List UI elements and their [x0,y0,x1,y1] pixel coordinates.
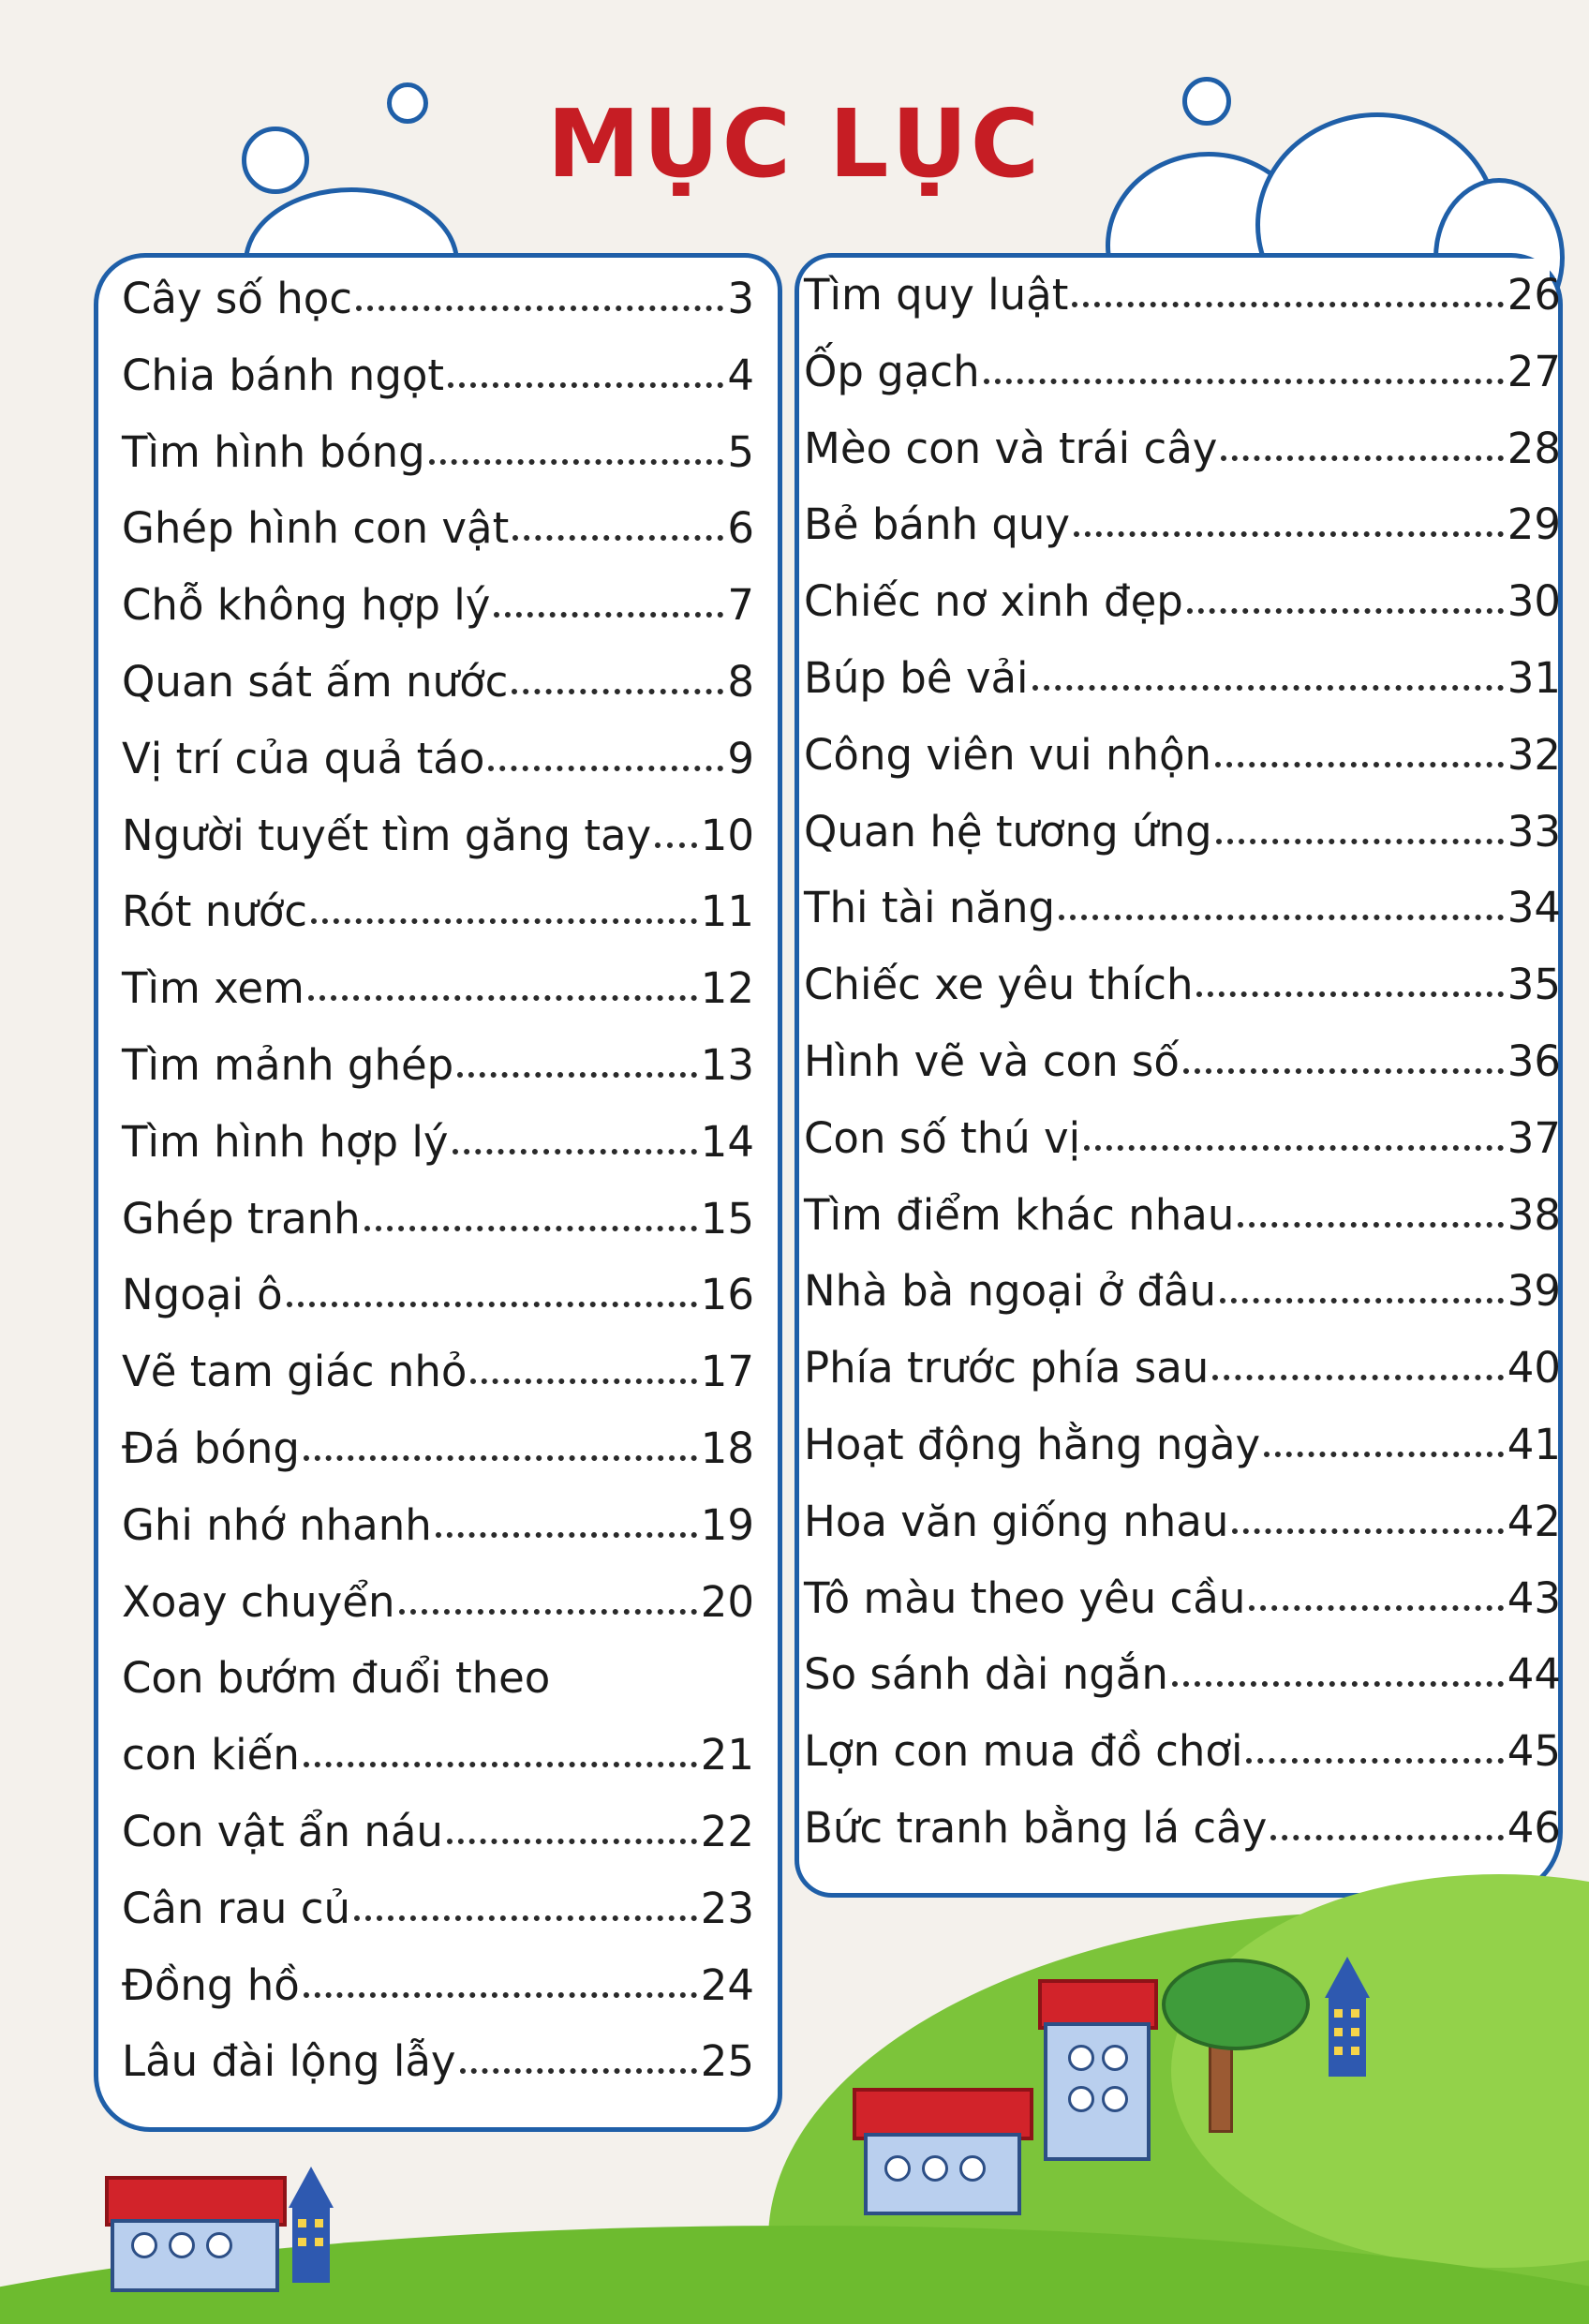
toc-entry-title: Ốp gạch [804,346,980,396]
dot-leader [1059,903,1504,920]
toc-entry-page: 46 [1507,1802,1561,1853]
toc-entry-page: 24 [700,1959,754,2010]
toc-entry-page: 29 [1507,499,1561,550]
dot-leader [1264,1440,1504,1457]
toc-entry [122,350,754,427]
toc-entry-title: Con vật ẩn náu [122,1806,443,1856]
toc-entry-page: 7 [727,580,754,631]
toc-entry-page: 11 [700,886,754,937]
toc-entry [804,347,1561,424]
toc-entry-page: 35 [1507,960,1561,1010]
dot-leader [512,524,723,541]
toc-entry [804,730,1561,807]
dot-leader [1232,1517,1503,1534]
house [1044,2022,1151,2161]
toc-entry-page: 9 [727,733,754,783]
toc-entry-page: 42 [1507,1496,1561,1546]
toc-entry-title: Đá bóng [122,1423,300,1473]
toc-entry-page: 19 [700,1499,754,1550]
dot-leader [354,1904,697,1921]
toc-entry-title: Bức tranh bằng lá cây [804,1802,1268,1853]
toc-entry-page: 39 [1507,1266,1561,1317]
toc-entry-title: Tô màu theo yêu cầu [804,1572,1246,1623]
toc-entry-title: Chia bánh ngọt [122,350,445,400]
toc-entry-title: Xoay chuyển [122,1576,395,1627]
toc-entry-title: Vị trí của quả táo [122,733,485,783]
toc-entry-page: 25 [700,2036,754,2087]
toc-left-list [122,274,754,2113]
dot-leader [356,294,723,311]
dot-leader [494,601,723,618]
toc-entry-title: Ghép hình con vật [122,503,510,554]
page-title: MỤC LỤC [546,89,1043,199]
dot-leader [1084,1134,1504,1151]
dot-leader [304,1444,697,1461]
toc-entry [804,499,1561,576]
toc-entry [122,274,754,350]
dot-leader [1216,827,1504,844]
toc-entry-title: Mèo con và trái cây [804,423,1218,473]
toc-entry-title: Tìm xem [122,963,304,1014]
toc-entry [122,811,754,887]
toc-entry [122,886,754,963]
toc-entry [122,2036,754,2113]
toc-entry [122,1960,754,2037]
toc-entry-page: 36 [1507,1035,1561,1086]
dot-leader [364,1214,697,1231]
dot-leader [447,1827,697,1844]
toc-entry-page: 23 [700,1883,754,1933]
tower-roof [1325,1957,1370,1998]
dot-leader [1032,674,1504,691]
toc-entry-title: Quan hệ tương ứng [804,806,1212,857]
toc-entry-title: Phía trước phía sau [804,1343,1210,1393]
house-window [959,2155,986,2182]
toc-entry-title: Tìm mảnh ghép [122,1039,454,1090]
toc-entry-title: Tìm hình bóng [122,426,425,477]
toc-entry-page: 22 [700,1806,754,1856]
toc-entry-title: Cây số học [122,274,353,323]
toc-entry [804,1036,1561,1113]
dot-leader [1220,1287,1504,1304]
toc-entry-page: 6 [727,503,754,554]
toc-entry [804,807,1561,884]
toc-entry [122,580,754,657]
toc-entry-title: Chiếc nơ xinh đẹp [804,576,1183,627]
toc-entry-title: Hình vẽ và con số [804,1035,1180,1086]
tower-window [298,2238,306,2246]
tower-window [1351,2009,1359,2018]
toc-entry [804,576,1561,653]
dot-leader [311,907,697,924]
tower-roof [289,2167,334,2208]
toc-entry-page: 28 [1507,423,1561,473]
dot-leader [1249,1594,1503,1611]
dot-leader [436,1521,697,1538]
toc-entry-page: 21 [700,1730,754,1780]
toc-entry [122,1270,754,1347]
toc-entry [122,1884,754,1960]
toc-entry [804,1343,1561,1420]
toc-entry-page: 16 [700,1270,754,1320]
dot-leader [1270,1824,1503,1840]
dot-leader [1172,1670,1504,1687]
house-window [1102,2086,1128,2112]
dot-leader [984,367,1504,384]
house-window [206,2232,232,2258]
tower-window [1351,2047,1359,2055]
tower-window [298,2219,306,2227]
dot-leader [488,754,723,771]
dot-leader [1074,520,1504,537]
tower-window [1351,2028,1359,2036]
toc-entry-page: 38 [1507,1189,1561,1240]
dot-leader [460,2057,697,2074]
house-window [131,2232,157,2258]
toc-entry [122,1423,754,1500]
dot-leader [457,1061,697,1078]
house-window [1068,2045,1094,2071]
toc-entry-title: Hoạt động hằng ngày [804,1419,1261,1469]
dot-leader [655,831,697,848]
toc-entry-title: con kiến [122,1730,300,1780]
toc-entry-title: Tìm hình hợp lý [122,1116,449,1167]
toc-entry-title: Ghép tranh [122,1193,361,1244]
dot-leader [1183,1057,1504,1074]
toc-entry [804,1649,1561,1726]
toc-entry-title: Rót nước [122,886,308,937]
house-window [1102,2045,1128,2071]
toc-entry [804,960,1561,1036]
toc-entry [804,1113,1561,1190]
toc-entry-page: 5 [727,426,754,477]
toc-entry-page: 40 [1507,1343,1561,1393]
toc-entry-page: 31 [1507,652,1561,703]
toc-entry-title: Con bướm đuổi theo [122,1653,551,1704]
dot-leader [1212,1363,1503,1380]
house-window [169,2232,195,2258]
toc-entry-title: Tìm quy luật [804,270,1069,320]
toc-entry-title: Cân rau củ [122,1883,350,1933]
tower-window [315,2219,323,2227]
toc-entry [804,270,1561,347]
toc-entry [122,1347,754,1423]
toc-entry [804,424,1561,500]
house-window [922,2155,948,2182]
toc-entry [804,1266,1561,1343]
toc-entry [804,1573,1561,1650]
toc-entry [122,503,754,580]
dot-leader [399,1598,697,1615]
toc-entry-page: 26 [1507,270,1561,320]
toc-entry-title: Vẽ tam giác nhỏ [122,1347,468,1397]
toc-entry [804,1497,1561,1573]
toc-entry [122,1807,754,1884]
toc-entry-title: Công viên vui nhộn [804,729,1212,780]
toc-entry-page: 4 [727,350,754,400]
toc-entry-title: Người tuyết tìm găng tay [122,810,652,860]
dot-leader [304,1981,697,1998]
toc-entry-page: 8 [727,656,754,707]
toc-entry [804,1803,1561,1880]
toc-entry [122,963,754,1040]
toc-entry-title: Quan sát ấm nước [122,656,509,707]
toc-entry-title: Bẻ bánh quy [804,499,1071,550]
toc-entry-page: 12 [700,963,754,1014]
toc-entry [122,1040,754,1117]
toc-entry [122,1653,754,1730]
dot-leader [453,1138,697,1155]
toc-entry-page: 43 [1507,1572,1561,1623]
toc-entry-title: Lợn con mua đồ chơi [804,1726,1243,1777]
toc-entry-title: Chỗ không hợp lý [122,580,491,631]
dot-leader [1196,980,1503,997]
toc-entry [122,1577,754,1654]
dot-leader [304,1750,697,1767]
tower-window [1334,2009,1343,2018]
toc-entry [122,657,754,734]
toc-entry [804,1726,1561,1803]
toc-entry-page: 14 [700,1116,754,1167]
toc-entry-title: Tìm điểm khác nhau [804,1189,1235,1240]
toc-entry-page: 15 [700,1193,754,1244]
dot-leader [470,1367,696,1384]
toc-entry-page: 10 [700,810,754,860]
toc-entry-title: Đồng hồ [122,1959,300,2010]
toc-entry-title: Ghi nhớ nhanh [122,1499,432,1550]
toc-entry-title: Thi tài năng [804,883,1056,933]
toc-entry [804,883,1561,960]
toc-entry [804,1420,1561,1497]
toc-entry-page: 41 [1507,1419,1561,1469]
toc-entry-title: Nhà bà ngoại ở đâu [804,1266,1217,1317]
dot-leader [1221,444,1503,461]
toc-entry-page: 30 [1507,576,1561,627]
dot-leader [287,1290,697,1307]
toc-entry-page: 13 [700,1039,754,1090]
dot-leader [1215,751,1504,767]
toc-entry [804,653,1561,730]
toc-entry-title: So sánh dài ngắn [804,1649,1168,1700]
toc-entry [122,734,754,811]
tower-window [1334,2047,1343,2055]
dot-leader [448,371,723,388]
toc-entry [122,1194,754,1271]
toc-entry [122,427,754,504]
toc-entry [122,1730,754,1807]
toc-entry-page: 45 [1507,1726,1561,1777]
toc-entry [804,1190,1561,1267]
dot-leader [512,678,723,694]
toc-entry-title: Búp bê vải [804,652,1029,703]
toc-entry-title: Lâu đài lộng lẫy [122,2036,456,2087]
house-window [1068,2086,1094,2112]
dot-leader [429,448,724,465]
toc-entry-page: 27 [1507,346,1561,396]
toc-entry-page: 20 [700,1576,754,1627]
dot-leader [1072,290,1503,307]
toc-entry-page: 37 [1507,1112,1561,1163]
toc-entry-title: Hoa văn giống nhau [804,1496,1229,1546]
tree-icon [1162,1959,1310,2050]
toc-entry-page: 17 [700,1347,754,1397]
dot-leader [1246,1747,1503,1764]
toc-entry-page: 3 [727,274,754,323]
dot-leader [308,984,697,1001]
toc-entry-page: 34 [1507,883,1561,933]
toc-entry-page: 44 [1507,1649,1561,1700]
toc-entry-page: 32 [1507,729,1561,780]
dot-leader [1238,1211,1503,1228]
toc-entry-page: 33 [1507,806,1561,857]
toc-entry [122,1500,754,1577]
toc-entry-page: 18 [700,1423,754,1473]
tower-window [315,2238,323,2246]
toc-entry [122,1117,754,1194]
toc-entry-title: Chiếc xe yêu thích [804,960,1194,1010]
tower-window [1334,2028,1343,2036]
toc-entry-title: Con số thú vị [804,1112,1081,1163]
house-window [884,2155,911,2182]
toc-entry-title: Ngoại ô [122,1270,283,1320]
toc-right-list [804,270,1561,1880]
dot-leader [1187,597,1504,614]
